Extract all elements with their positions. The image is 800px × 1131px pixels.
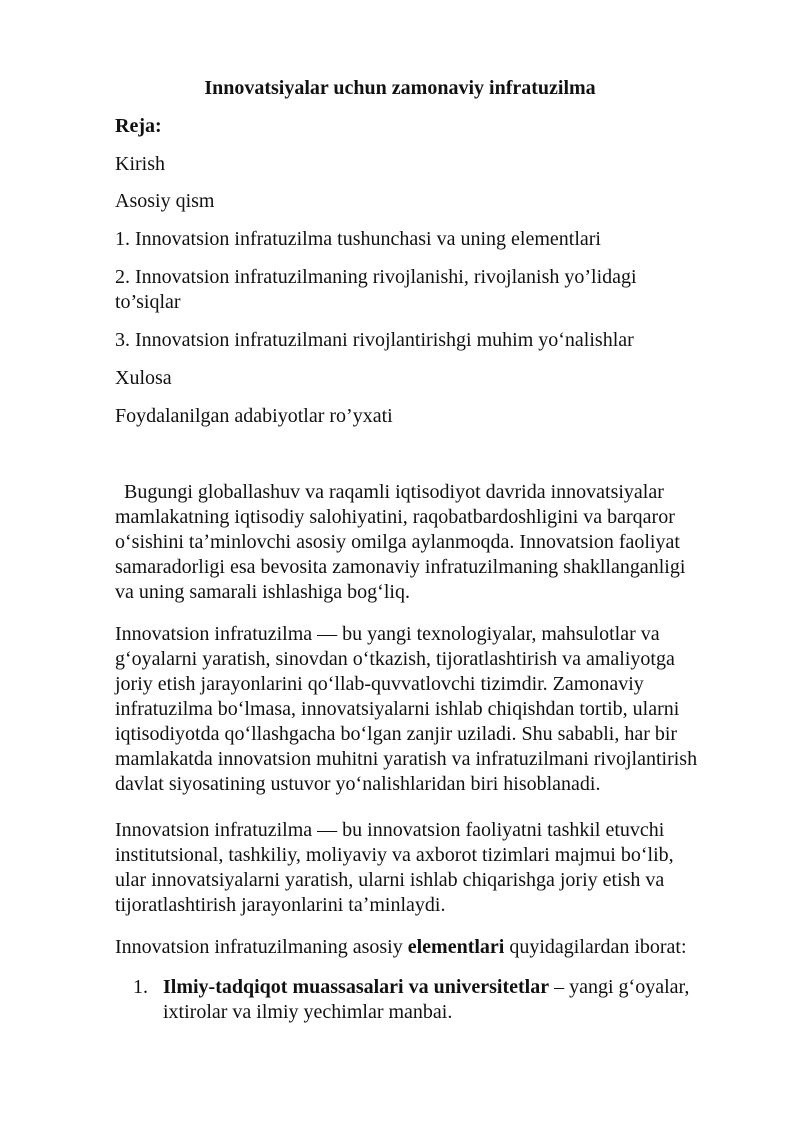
paragraph1-line: samaradorligi esa bevosita zamonaviy infratuzilmaning shakllanganligi bbox=[115, 556, 686, 578]
plan-item-1: 1. Innovatsion infratuzilma tushunchasi va uning elementlari bbox=[115, 228, 601, 250]
paragraph3-line: institutsional, tashkiliy, moliyaviy va axborot tizimlari majmui boʻlib, bbox=[115, 844, 674, 866]
list-item bbox=[133, 975, 753, 1027]
plan-item-3: 3. Innovatsion infratuzilmani rivojlantirishgi muhim yoʻnalishlar bbox=[115, 329, 634, 351]
plan-item-main-part: Asosiy qism bbox=[115, 190, 215, 212]
paragraph2-line: mamlakatda innovatsion muhitni yaratish va infratuzilmani rivojlantirish bbox=[115, 748, 698, 770]
paragraph2-line: davlat siyosatining ustuvor yoʻnalishlaridan biri hisoblanadi. bbox=[115, 773, 601, 795]
paragraph2-line: gʻoyalarni yaratish, sinovdan oʻtkazish, tijoratlashtirish va amaliyotga bbox=[115, 648, 675, 670]
plan-item-2-line2: to’siqlar bbox=[115, 291, 181, 313]
paragraph3-line: ular innovatsiyalarni yaratish, ularni ishlab chiqarishga joriy etish va bbox=[115, 869, 665, 891]
paragraph1-line: oʻsishini taʼminlovchi asosiy omilga aylanmoqda. Innovatsion faoliyat bbox=[115, 531, 680, 553]
paragraph2-line: iqtisodiyotda qoʻllashgacha boʻlgan zanjir uziladi. Shu sababli, har bir bbox=[115, 723, 678, 745]
paragraph1-line: mamlakatning iqtisodiy salohiyatini, raqobatbardoshligini va barqaror bbox=[115, 506, 675, 528]
elements-intro bbox=[115, 935, 687, 960]
document-title: Innovatsiyalar uchun zamonaviy infratuzilma bbox=[204, 77, 596, 99]
list-item-bold: Ilmiy-tadqiqot muassasalari va universitetlar bbox=[163, 976, 550, 998]
list-item-text-line2: ixtirolar va ilmiy yechimlar manbai. bbox=[163, 1001, 453, 1023]
plan-item-2-line1: 2. Innovatsion infratuzilmaning rivojlanishi, rivojlanish yo’lidagi bbox=[115, 266, 637, 288]
elements-intro-after: quyidagilardan iborat: bbox=[504, 936, 687, 958]
elements-intro-before: Innovatsion infratuzilmaning asosiy bbox=[115, 936, 408, 958]
paragraph3-line: tijoratlashtirish jarayonlarini taʼminlaydi. bbox=[115, 894, 446, 916]
list-item-text: – yangi gʻoyalar, bbox=[549, 976, 690, 998]
plan-item-intro: Kirish bbox=[115, 153, 165, 175]
plan-item-conclusion: Xulosa bbox=[115, 367, 172, 389]
list-item-body bbox=[163, 975, 763, 1025]
paragraph1-line: va uning samarali ishlashiga bogʻliq. bbox=[115, 581, 410, 603]
paragraph1-line: Bugungi globallashuv va raqamli iqtisodiyot davrida innovatsiyalar bbox=[124, 481, 664, 503]
paragraph3-line: Innovatsion infratuzilma — bu innovatsion faoliyatni tashkil etuvchi bbox=[115, 819, 665, 841]
paragraph2-line: joriy etish jarayonlarini qoʻllab-quvvatlovchi tizimdir. Zamonaviy bbox=[115, 673, 644, 695]
paragraph2-line: Innovatsion infratuzilma — bu yangi texnologiyalar, mahsulotlar va bbox=[115, 623, 660, 645]
paragraph2-line: infratuzilma boʻlmasa, innovatsiyalarni ishlab chiqishdan tortib, ularni bbox=[115, 698, 680, 720]
elements-intro-bold: elementlari bbox=[407, 936, 505, 958]
list-item-number: 1. bbox=[133, 976, 148, 998]
plan-heading: Reja: bbox=[115, 115, 162, 137]
plan-item-references: Foydalanilgan adabiyotlar ro’yxati bbox=[115, 405, 393, 427]
